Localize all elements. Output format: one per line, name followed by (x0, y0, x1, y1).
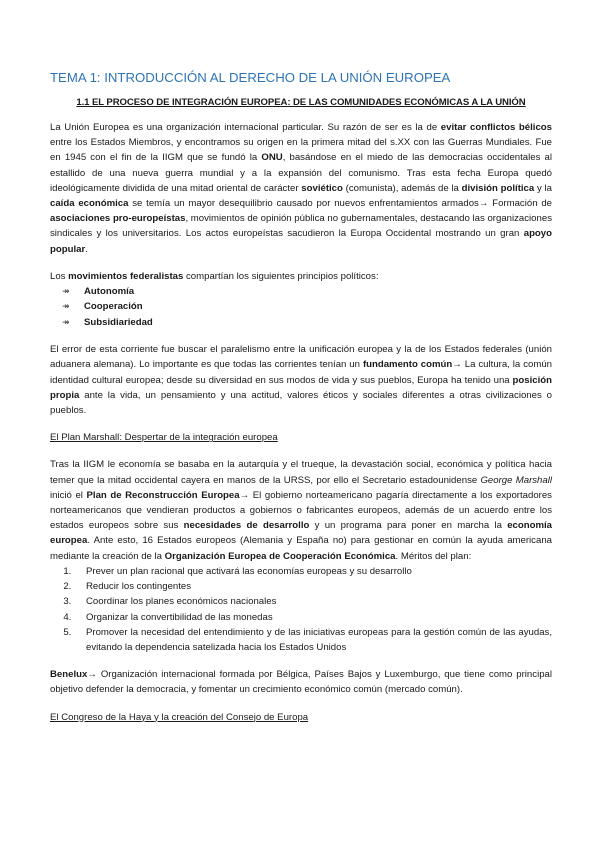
paragraph-federalists: Los movimientos federalistas compartían los siguientes principios políticos: (50, 270, 379, 282)
paragraph-origins: La Unión Europea es una organización internacional particular. Su razón de ser es la de evitar conflictos bélicos entre los Estados Miembros, y encontramos su origen en la primera mitad del s.XX con las Guerras Mundiales. Fue en 1945 con el fin de la IIGM que se fundó la ONU, basándose en el miedo de las democracias occidentales al estallido de una nueva guerra mundial y a la expansión del comunismo. Tras esta fecha Europa quedó ideológicamente dividida de una mitad oriental de carácter soviético (comunista), además de la división política y la caída económica se temía un mayor desequilibrio causado por nuevos enfrentamientos armados→ Formación de asociaciones pro-europeístas, movimientos de opinión pública no gubernamentales, destacando las organizaciones sindicales y los universitarios. Los actos europeístas sacudieron la Europa Occidental mostrando un gran apoyo popular. (50, 122, 552, 255)
list-item: 3. Coordinar los planes económicos nacionales (74, 594, 552, 609)
list-item: ↠ Subsidiariedad (62, 315, 552, 330)
merits-list (50, 564, 552, 655)
list-item: ↠ Cooperación (62, 299, 552, 314)
paragraph-marshall: Tras la IIGM le economía se basaba en la autarquía y el trueque, la devastación social, económica y política hacia temer que la mitad occidental cayera en manos de la URSS, por ello el Secretario estadounidense George Marshall inició el Plan de Reconstrucción Europea→ El gobierno norteamericano pagaría directamente a los exportadores norteamericanos que vendieran productos a gobiernos o fabricantes europeos, además de un acuerdo entre los estados europeos sobre sus necesidades de desarrollo y un programa para poner en marcha la economía europea. Ante esto, 16 Estados europeos (Alemania y España no) para gestionar en común la ayuda americana mediante la creación de la Organización Europea de Cooperación Económica. Méritos del plan: (50, 459, 552, 562)
list-item: 4. Organizar la convertibilidad de las monedas (74, 610, 552, 625)
subheading-marshall: El Plan Marshall: Despertar de la integración europea (50, 432, 278, 444)
list-item: ↠ Autonomía (62, 284, 552, 299)
section-heading: 1.1 EL PROCESO DE INTEGRACIÓN EUROPEA: DE LAS COMUNIDADES ECONÓMICAS A LA UNIÓN (76, 97, 526, 108)
paragraph-error: El error de esta corriente fue buscar el paralelismo entre la unificación europea y la de los Estados federales (unión aduanera alemana). Lo importante es que todas las corrientes tenían un fundamento común→ La cultura, la común identidad cultural europea; desde su diversidad en sus modos de vida y sus pueblos, Europa ha tenido una posición propia ante la vida, un pensamiento y una actitud, valores éticos y sociales diferentes a otras civilizaciones o pueblos. (50, 344, 552, 417)
subheading-haya: El Congreso de la Haya y la creación del Consejo de Europa (50, 711, 309, 723)
principles-list (50, 284, 552, 330)
arrow-bullet-icon: ↠ (62, 286, 70, 297)
arrow-bullet-icon: ↠ (62, 316, 70, 327)
arrow-bullet-icon: ↠ (62, 301, 70, 312)
list-item: 2. Reducir los contingentes (74, 579, 552, 594)
document-title: TEMA 1: INTRODUCCIÓN AL DERECHO DE LA UNIÓN EUROPEA (50, 70, 451, 85)
list-item: 1. Prever un plan racional que activará las economías europeas y su desarrollo (74, 564, 552, 579)
list-item: 5. Promover la necesidad del entendimiento y de las iniciativas europeas para la gestión común de las ayudas, evitando la dependencia satelizada hacia los Estados Unidos (74, 625, 552, 655)
paragraph-benelux: Benelux→ Organización internacional formada por Bélgica, Países Bajos y Luxemburgo, que tiene como principal objetivo defender la democracia, y fomentar un crecimiento económico común (mercado común). (50, 669, 552, 696)
